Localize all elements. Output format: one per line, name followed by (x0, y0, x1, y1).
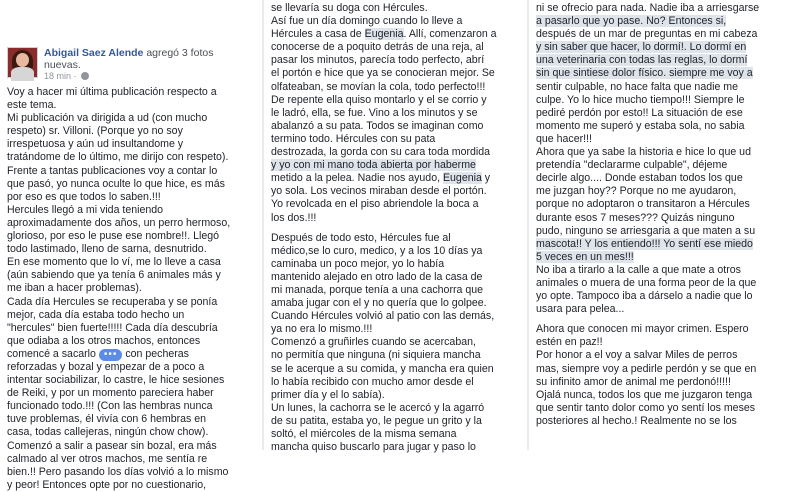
text-line (536, 402, 796, 415)
text-line (271, 363, 523, 376)
text-line (536, 94, 796, 107)
text-segment: me juzgan hoy?? Porque no me ayudaron, (536, 185, 737, 198)
text-line (7, 361, 258, 374)
post-meta: 18 min · (44, 71, 89, 82)
text-line (7, 125, 258, 138)
text-segment: calmado al ver otros machos, me sentía re (7, 452, 208, 465)
text-line (271, 15, 523, 28)
text-segment: Frente a tantas publicaciones voy a contar lo (7, 164, 218, 177)
text-line (271, 67, 523, 80)
text-segment: olfateaban, se movían la cola, todo perfecto!!! (271, 80, 486, 93)
text-segment: Así fue un día domingo cuando lo lleve a (271, 15, 463, 28)
text-segment: decirle algo.... Donde estaban todos los que (536, 172, 743, 185)
text-line (271, 185, 523, 198)
text-segment: este tema. (7, 99, 57, 112)
text-line (536, 389, 796, 402)
text-segment: bien.!! Pero pasando los días volvió a lo mismo (7, 465, 229, 478)
text-line (536, 264, 796, 277)
text-segment: con pecheras (125, 347, 189, 360)
text-line (271, 415, 523, 428)
text-segment: mejor, cada día estaba todo hecho un (7, 308, 185, 321)
text-line (536, 212, 796, 225)
text-line (536, 172, 796, 185)
text-segment: En ese momento que lo ví, me lo lleve a casa (7, 256, 221, 269)
post-action-continued: nuevas. (44, 59, 81, 71)
text-line (271, 389, 523, 402)
text-line (536, 323, 796, 336)
text-line (536, 15, 796, 28)
text-segment: irrespetuosa y aún ud insultandome y (7, 138, 184, 151)
text-line (271, 120, 523, 133)
text-segment: que odiaba a los otros machos, entonces (7, 334, 201, 347)
text-line (271, 172, 523, 185)
text-segment: abalanzó a su pata. Todos se imaginan como (271, 119, 484, 132)
text-segment: . Allí, comenzaron a (403, 28, 497, 41)
text-line (7, 440, 258, 453)
text-segment: ya no era lo mismo.!!! (271, 323, 373, 336)
text-line (271, 441, 523, 454)
text-line (536, 303, 796, 316)
text-line (271, 402, 523, 415)
globe-icon (81, 72, 89, 80)
text-line (536, 415, 796, 428)
text-segment: Después de todo esto, Hércules fue al (271, 231, 451, 244)
text-line (536, 107, 796, 120)
text-line (536, 67, 796, 80)
text-line (271, 198, 523, 211)
text-segment: Cuando Hércules volvió al patio con las demás, (271, 310, 495, 323)
text-line (536, 146, 796, 159)
text-segment: una veterinaria con todas las reglas, lo dormí (536, 54, 748, 67)
post-action: agregó 3 fotos (146, 47, 214, 59)
text-segment: animales o muera de una forma peor de la que (536, 276, 757, 289)
text-line (271, 376, 523, 389)
text-line (536, 41, 796, 54)
text-segment: mi manada, porque tenía a una cachorra que (271, 283, 484, 296)
text-line (7, 256, 258, 269)
text-line (7, 453, 258, 466)
text-line (271, 28, 523, 41)
text-segment: el portón e hice que ya se conocieran mejor. Se (271, 67, 495, 80)
text-segment: destrozada, la gorda con su cara toda mordida (271, 146, 491, 159)
text-segment: todo lastimado, lleno de sarna, desnutrido. (7, 243, 207, 256)
text-segment: primer día y el lo sabía). (271, 388, 385, 401)
mentioned-name: Eugenia (442, 172, 482, 185)
text-segment: No iba a tirarlo a la calle a que mate a otros (536, 263, 741, 276)
text-segment: Hércules a casa de (271, 28, 365, 41)
text-line (536, 198, 796, 211)
text-line (536, 81, 796, 94)
text-line (536, 336, 796, 349)
text-segment: después de un mar de preguntas en mi cabeza (536, 28, 758, 41)
text-segment: lo había recibido con mucho amor desde el (271, 375, 474, 388)
text-line (271, 271, 523, 284)
text-line (536, 133, 796, 146)
text-line (7, 322, 258, 335)
text-segment: y yo con mi mano toda abierta por haberme (271, 159, 476, 172)
see-more-button[interactable]: ••• (99, 349, 123, 361)
text-line (7, 165, 258, 178)
text-segment: ni se ofrecio para nada. Nadie iba a arriesgarse (536, 2, 760, 14)
text-segment: aproximadamente dos años, un perro hermoso, (7, 216, 231, 229)
text-line (271, 2, 523, 15)
text-segment: no permitía que ninguna (ni siquiera mancha (271, 349, 481, 362)
text-segment: reforzadas y bozal y empezar de a poco a (7, 360, 205, 373)
text-line (271, 284, 523, 297)
text-line (7, 387, 258, 400)
text-segment: por eso es que todos lo saben.!!! (7, 190, 161, 203)
text-segment: pediré perdón por esto!! La situación de ese (536, 106, 743, 119)
post-body-text (536, 2, 796, 428)
text-segment: me iban a hacer problemas). (7, 282, 142, 295)
text-segment: de Reiki, y por un momento pareciera haber (7, 387, 214, 400)
text-segment: glorioso, por eso le puse ese nombre!!. Llegó (7, 230, 220, 243)
text-segment: Comenzó a salir a pasear sin bozal, era más (7, 439, 217, 452)
text-line (271, 297, 523, 310)
text-segment: pudo, ninguno se arriesgaria a que maten a su (536, 224, 756, 237)
text-line (7, 217, 258, 230)
text-line (7, 374, 258, 387)
text-segment: casa, todas callejeras, ningún chow chow). (7, 426, 209, 439)
text-segment: sentir culpable, no hace falta que nadie me (536, 80, 739, 93)
avatar[interactable] (7, 47, 38, 78)
text-line (536, 349, 796, 362)
text-line (7, 269, 258, 282)
text-line (536, 185, 796, 198)
text-line (271, 159, 523, 172)
text-line (7, 112, 258, 125)
text-segment: que hacer!!! (536, 132, 592, 145)
text-line (271, 94, 523, 107)
text-line (536, 2, 796, 15)
text-segment: se le acerque a su comida, y mancha era quien (271, 362, 494, 375)
text-line (7, 479, 258, 492)
paragraph-gap (271, 225, 523, 232)
text-segment: y (481, 172, 491, 185)
text-segment: respeto) sr. Villoni. (Porque yo no soy (7, 125, 183, 138)
text-segment: usara para pelea... (536, 303, 625, 316)
text-line (536, 225, 796, 238)
text-segment: tuve problemas, él vivía con 6 hembras en (7, 413, 207, 426)
paragraph-gap (536, 316, 796, 323)
text-segment: yo sola. Los vecinos miraban desde el portón. (271, 185, 487, 198)
text-segment: Yo revolcada en el piso abriendole la boca a (271, 198, 479, 211)
text-segment: de su patita, estaba yo, le pegue un grito y la (271, 414, 482, 427)
author-name[interactable]: Abigail Saez Alende (44, 47, 144, 59)
text-segment: mancha quiso buscarlo para jugar y paso lo (271, 441, 476, 454)
text-line (7, 282, 258, 295)
text-segment: estén en paz!! (536, 336, 603, 349)
text-line (7, 426, 258, 439)
text-segment: intentar sociabilizar, lo castre, le hice sesiones (7, 374, 225, 387)
text-line (536, 363, 796, 376)
post-header (0, 0, 262, 86)
text-line (7, 309, 258, 322)
text-line (7, 138, 258, 151)
text-line (7, 466, 258, 479)
text-segment: Comenzó a gruñirles cuando se acercaban, (271, 336, 476, 349)
text-line (271, 310, 523, 323)
text-line (7, 335, 258, 348)
post-header-line (44, 47, 213, 59)
text-segment: comencé a sacarlo (7, 347, 96, 360)
text-line (536, 277, 796, 290)
text-line (7, 348, 258, 361)
text-segment: Por honor a el voy a salvar Miles de perros (536, 349, 738, 362)
text-segment: Un lunes, la cachorra se le acercó y la agarró (271, 401, 485, 414)
text-line (271, 245, 523, 258)
text-line (7, 296, 258, 309)
text-line (271, 212, 523, 225)
text-segment: posteriores al hecho.! Realmente no se los (536, 414, 737, 427)
text-line (7, 191, 258, 204)
text-line (271, 146, 523, 159)
text-segment: Ahora que conocen mi mayor crimen. Espero (536, 323, 749, 336)
mentioned-name: Eugenia (364, 28, 404, 41)
text-segment: yo opte. Tampoco iba a dárselo a nadie que lo (536, 290, 753, 303)
text-line (7, 400, 258, 413)
text-line (271, 323, 523, 336)
text-segment: que sentir tanto dolor como yo sentí los meses (536, 401, 756, 414)
text-line (271, 258, 523, 271)
text-segment: médico,se lo curo, medico, y a los 10 días ya (271, 244, 483, 257)
text-line (271, 232, 523, 245)
text-line (536, 159, 796, 172)
text-segment: "hercules" bien fuerte!!!!! Cada día descubría (7, 321, 218, 334)
text-segment: se llevaría su doga con Hércules. (271, 2, 428, 14)
text-segment: Hercules llegó a mi vida teniendo (7, 203, 164, 216)
text-segment: (aún sabiendo que ya tenía 6 animales más y (7, 269, 221, 282)
text-segment: mas, siempre voy a pedirle perdón y se que en (536, 362, 757, 375)
text-line (536, 376, 796, 389)
text-segment: Ahora que ya sabe la historia e hice lo que ud (536, 146, 751, 159)
text-segment: pretendía "declararme culpable", déjeme (536, 159, 728, 172)
text-segment: conocerse de a poquito detrás de una reja, al (271, 41, 484, 54)
text-line (7, 243, 258, 256)
post-body-text (7, 86, 258, 492)
text-segment: 5 veces en un mes!!! (536, 250, 634, 263)
text-segment: culpe. Yo lo hice mucho tiempo!!! Siempre le (536, 93, 745, 106)
text-segment: De repente ella quiso montarlo y el se corrio y (271, 93, 487, 106)
text-segment: mascota!! Y los entiendo!!! Yo sentí ese miedo (536, 237, 753, 250)
text-segment: tratándome de lo último, me dirijo con respeto). (7, 151, 229, 164)
text-segment: pasar los minutos, parecía todo perfecto, abrí (271, 54, 485, 67)
text-line (271, 133, 523, 146)
text-segment: soltó, el miércoles de la misma semana (271, 428, 457, 440)
text-segment: metido a la pelea. Nadie nos ayudo, (271, 172, 443, 185)
text-line (536, 120, 796, 133)
post-time[interactable]: 18 min (44, 71, 72, 81)
text-line (271, 107, 523, 120)
text-segment: que pasó, yo nunca oculte lo que hice, es más (7, 177, 225, 190)
text-segment: termino todo. Hércules con su pata (271, 132, 436, 145)
text-segment: a pasarlo que yo pase. No? Entonces si, (536, 15, 727, 28)
text-line (271, 81, 523, 94)
text-line (7, 86, 258, 99)
text-line (7, 413, 258, 426)
text-segment: Cada día Hercules se recuperaba y se ponía (7, 295, 218, 308)
text-segment: Mi publicación va dirigida a ud (con mucho (7, 112, 208, 125)
text-segment: sin que sintiese dolor físico. siempre me voy a (536, 67, 753, 80)
text-line (536, 28, 796, 41)
text-segment: su infinito amor de animal me perdonó!!!!! (536, 375, 731, 388)
text-line (271, 349, 523, 362)
post-screenshot-panel-2 (264, 0, 527, 454)
text-line (271, 41, 523, 54)
text-line (7, 99, 258, 112)
text-segment: Ojalá nunca, todos los que me juzgaron tenga (536, 388, 753, 401)
post-body-text (271, 2, 523, 454)
text-line (536, 54, 796, 67)
text-segment: los dos.!!! (271, 211, 317, 224)
text-segment: y peor! Entonces opte por no cuestionario, (7, 478, 207, 491)
text-segment: momento me superó y estaba sola, no sabia (536, 119, 745, 132)
text-line (536, 290, 796, 303)
text-line (7, 230, 258, 243)
text-segment: Voy a hacer mi última publicación respecto a (7, 86, 217, 98)
text-segment: amaba jugar con el y no quería que lo golpee. (271, 297, 487, 310)
text-line (536, 251, 796, 264)
post-screenshot-panel-1 (0, 0, 262, 491)
text-line (271, 336, 523, 349)
text-segment: funcionado todo.!!! (Con las hembras nunca (7, 400, 213, 413)
text-line (536, 238, 796, 251)
post-screenshot-panel-3 (529, 0, 800, 450)
text-segment: mantenido alejado en otro lado de la casa de (271, 270, 483, 283)
text-segment: porque no adoptaron o transitaron a Hércules (536, 198, 750, 211)
text-segment: y sin saber que hacer, lo dormí!. Lo dormí en (536, 41, 747, 54)
text-line (7, 178, 258, 191)
text-line (271, 428, 523, 441)
text-segment: caminaba un poco mejor, yo lo había (271, 257, 445, 270)
text-line (7, 151, 258, 164)
text-line (271, 54, 523, 67)
text-line (7, 204, 258, 217)
text-segment: le ladró, ella, se fue. Vino a los minutos y se (271, 106, 478, 119)
text-segment: durante esos 7 meses??? Quizás ninguno (536, 211, 735, 224)
